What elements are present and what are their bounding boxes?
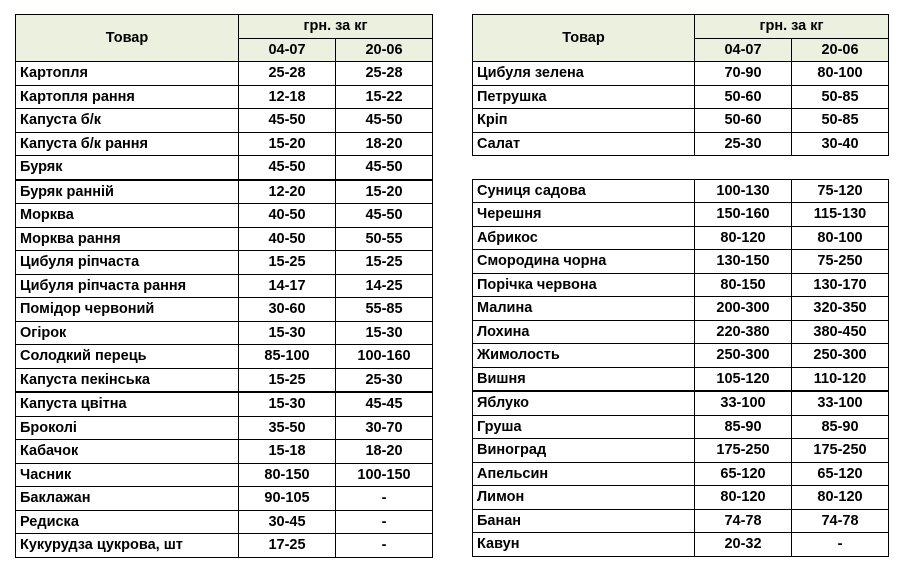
table-row bbox=[16, 132, 433, 156]
price-date2: 380-450 bbox=[792, 320, 889, 344]
table-row bbox=[473, 486, 889, 510]
price-date2: - bbox=[336, 510, 433, 534]
product-name: Салат bbox=[473, 132, 695, 156]
price-date1: 15-25 bbox=[239, 368, 336, 392]
product-name: Яблуко bbox=[473, 391, 695, 415]
price-date2: 175-250 bbox=[792, 439, 889, 463]
unit-header: грн. за кг bbox=[695, 15, 889, 39]
table-row bbox=[473, 439, 889, 463]
table-row bbox=[16, 440, 433, 464]
price-date1: 15-25 bbox=[239, 251, 336, 275]
price-date1: 105-120 bbox=[695, 367, 792, 391]
product-column-header: Товар bbox=[16, 15, 239, 62]
product-name: Петрушка bbox=[473, 85, 695, 109]
table-row bbox=[16, 227, 433, 251]
price-date2: - bbox=[792, 533, 889, 557]
table-row bbox=[16, 274, 433, 298]
product-name: Буряк bbox=[16, 156, 239, 180]
price-date2: 50-55 bbox=[336, 227, 433, 251]
price-date2: 15-30 bbox=[336, 321, 433, 345]
price-date1: 12-20 bbox=[239, 180, 336, 204]
product-column-header: Товар bbox=[473, 15, 695, 62]
product-name: Редиска bbox=[16, 510, 239, 534]
table-row bbox=[16, 487, 433, 511]
product-name: Виноград bbox=[473, 439, 695, 463]
table-row bbox=[16, 156, 433, 180]
price-date2: 115-130 bbox=[792, 203, 889, 227]
product-name: Смородина чорна bbox=[473, 250, 695, 274]
product-name: Груша bbox=[473, 415, 695, 439]
product-name: Баклажан bbox=[16, 487, 239, 511]
table-row bbox=[16, 510, 433, 534]
table-row bbox=[473, 320, 889, 344]
product-name: Помідор червоний bbox=[16, 298, 239, 322]
product-name: Лохина bbox=[473, 320, 695, 344]
price-date2: 80-120 bbox=[792, 486, 889, 510]
price-date1: 20-32 bbox=[695, 533, 792, 557]
table-row bbox=[473, 250, 889, 274]
product-name: Капуста цвітна bbox=[16, 392, 239, 416]
price-date2: 80-100 bbox=[792, 62, 889, 86]
price-date2: 250-300 bbox=[792, 344, 889, 368]
table-row bbox=[473, 85, 889, 109]
price-date1: 25-30 bbox=[695, 132, 792, 156]
table-row bbox=[473, 415, 889, 439]
price-date2: 14-25 bbox=[336, 274, 433, 298]
price-date2: 55-85 bbox=[336, 298, 433, 322]
price-date1: 70-90 bbox=[695, 62, 792, 86]
table-row bbox=[16, 321, 433, 345]
product-name: Вишня bbox=[473, 367, 695, 391]
price-date1: 14-17 bbox=[239, 274, 336, 298]
product-name: Апельсин bbox=[473, 462, 695, 486]
product-name: Капуста б/к bbox=[16, 109, 239, 133]
price-date1: 33-100 bbox=[695, 391, 792, 415]
table-row bbox=[473, 132, 889, 156]
price-date1: 85-100 bbox=[239, 345, 336, 369]
product-name: Кріп bbox=[473, 109, 695, 133]
table-row bbox=[473, 179, 889, 203]
price-date2: 45-50 bbox=[336, 109, 433, 133]
price-date1: 80-120 bbox=[695, 486, 792, 510]
price-date1: 250-300 bbox=[695, 344, 792, 368]
table-row bbox=[473, 462, 889, 486]
price-date1: 40-50 bbox=[239, 204, 336, 228]
price-date2: 45-50 bbox=[336, 156, 433, 180]
table-row bbox=[473, 226, 889, 250]
price-date1: 85-90 bbox=[695, 415, 792, 439]
date2-header: 20-06 bbox=[792, 38, 889, 62]
price-date1: 15-20 bbox=[239, 132, 336, 156]
product-name: Картопля bbox=[16, 62, 239, 86]
price-date2: 33-100 bbox=[792, 391, 889, 415]
table-row bbox=[473, 297, 889, 321]
price-date1: 30-45 bbox=[239, 510, 336, 534]
table-row bbox=[16, 62, 433, 86]
table-row bbox=[16, 251, 433, 275]
price-date1: 15-18 bbox=[239, 440, 336, 464]
table-row bbox=[16, 416, 433, 440]
product-name: Кукурудза цукрова, шт bbox=[16, 534, 239, 558]
product-name: Суниця садова bbox=[473, 179, 695, 203]
product-name: Цибуля ріпчаста bbox=[16, 251, 239, 275]
product-name: Кавун bbox=[473, 533, 695, 557]
price-date2: 320-350 bbox=[792, 297, 889, 321]
price-date1: 150-160 bbox=[695, 203, 792, 227]
table-row bbox=[16, 180, 433, 204]
price-date1: 12-18 bbox=[239, 85, 336, 109]
table-row bbox=[473, 391, 889, 415]
table-row bbox=[473, 367, 889, 391]
price-date1: 35-50 bbox=[239, 416, 336, 440]
table-row bbox=[16, 345, 433, 369]
product-name: Цибуля зелена bbox=[473, 62, 695, 86]
price-date2: 15-22 bbox=[336, 85, 433, 109]
price-date1: 17-25 bbox=[239, 534, 336, 558]
price-date2: - bbox=[336, 534, 433, 558]
price-date2: 15-20 bbox=[336, 180, 433, 204]
price-date2: 80-100 bbox=[792, 226, 889, 250]
product-name: Картопля рання bbox=[16, 85, 239, 109]
price-date2: 30-40 bbox=[792, 132, 889, 156]
product-name: Морква рання bbox=[16, 227, 239, 251]
price-date1: 50-60 bbox=[695, 109, 792, 133]
table-row bbox=[473, 344, 889, 368]
price-date2: 50-85 bbox=[792, 85, 889, 109]
price-date1: 15-30 bbox=[239, 321, 336, 345]
product-name: Кабачок bbox=[16, 440, 239, 464]
price-date2: 45-50 bbox=[336, 204, 433, 228]
price-date2: 15-25 bbox=[336, 251, 433, 275]
product-name: Жимолость bbox=[473, 344, 695, 368]
table-row bbox=[473, 109, 889, 133]
product-name: Черешня bbox=[473, 203, 695, 227]
price-date1: 220-380 bbox=[695, 320, 792, 344]
price-date1: 45-50 bbox=[239, 156, 336, 180]
product-name: Капуста пекінська bbox=[16, 368, 239, 392]
table-row bbox=[16, 204, 433, 228]
price-date2: 18-20 bbox=[336, 440, 433, 464]
left-price-table bbox=[15, 14, 433, 558]
price-date2: 110-120 bbox=[792, 367, 889, 391]
table-row bbox=[16, 534, 433, 558]
table-row bbox=[16, 368, 433, 392]
product-name: Малина bbox=[473, 297, 695, 321]
price-date1: 175-250 bbox=[695, 439, 792, 463]
table-row bbox=[473, 533, 889, 557]
date1-header: 04-07 bbox=[695, 38, 792, 62]
price-date1: 130-150 bbox=[695, 250, 792, 274]
table-row bbox=[16, 463, 433, 487]
table-row bbox=[16, 298, 433, 322]
product-name: Лимон bbox=[473, 486, 695, 510]
price-date1: 80-120 bbox=[695, 226, 792, 250]
table-row bbox=[16, 85, 433, 109]
table-row bbox=[473, 273, 889, 297]
price-date1: 50-60 bbox=[695, 85, 792, 109]
product-name: Цибуля ріпчаста рання bbox=[16, 274, 239, 298]
date1-header: 04-07 bbox=[239, 38, 336, 62]
price-date1: 40-50 bbox=[239, 227, 336, 251]
table-row bbox=[473, 509, 889, 533]
price-date2: 25-28 bbox=[336, 62, 433, 86]
table-row bbox=[473, 203, 889, 227]
product-name: Абрикос bbox=[473, 226, 695, 250]
price-date2: 50-85 bbox=[792, 109, 889, 133]
price-date2: 65-120 bbox=[792, 462, 889, 486]
table-row bbox=[473, 62, 889, 86]
price-date1: 100-130 bbox=[695, 179, 792, 203]
price-date2: 130-170 bbox=[792, 273, 889, 297]
price-date2: 18-20 bbox=[336, 132, 433, 156]
price-date2: 100-150 bbox=[336, 463, 433, 487]
price-date2: - bbox=[336, 487, 433, 511]
price-date1: 25-28 bbox=[239, 62, 336, 86]
price-date1: 74-78 bbox=[695, 509, 792, 533]
price-date1: 80-150 bbox=[239, 463, 336, 487]
table-row bbox=[16, 392, 433, 416]
price-date1: 45-50 bbox=[239, 109, 336, 133]
product-name: Броколі bbox=[16, 416, 239, 440]
product-name: Огірок bbox=[16, 321, 239, 345]
product-name: Капуста б/к рання bbox=[16, 132, 239, 156]
price-date2: 100-160 bbox=[336, 345, 433, 369]
price-date2: 45-45 bbox=[336, 392, 433, 416]
price-date1: 65-120 bbox=[695, 462, 792, 486]
table-row bbox=[16, 109, 433, 133]
price-date2: 74-78 bbox=[792, 509, 889, 533]
product-name: Буряк ранній bbox=[16, 180, 239, 204]
price-date2: 75-250 bbox=[792, 250, 889, 274]
product-name: Порічка червона bbox=[473, 273, 695, 297]
product-name: Солодкий перець bbox=[16, 345, 239, 369]
unit-header: грн. за кг bbox=[239, 15, 433, 39]
price-date1: 30-60 bbox=[239, 298, 336, 322]
spacer-row bbox=[473, 156, 889, 180]
right-price-table bbox=[472, 14, 889, 557]
date2-header: 20-06 bbox=[336, 38, 433, 62]
price-date2: 25-30 bbox=[336, 368, 433, 392]
price-date2: 30-70 bbox=[336, 416, 433, 440]
product-name: Часник bbox=[16, 463, 239, 487]
price-date2: 85-90 bbox=[792, 415, 889, 439]
price-date1: 80-150 bbox=[695, 273, 792, 297]
price-date2: 75-120 bbox=[792, 179, 889, 203]
price-date1: 200-300 bbox=[695, 297, 792, 321]
price-date1: 90-105 bbox=[239, 487, 336, 511]
product-name: Банан bbox=[473, 509, 695, 533]
price-date1: 15-30 bbox=[239, 392, 336, 416]
product-name: Морква bbox=[16, 204, 239, 228]
